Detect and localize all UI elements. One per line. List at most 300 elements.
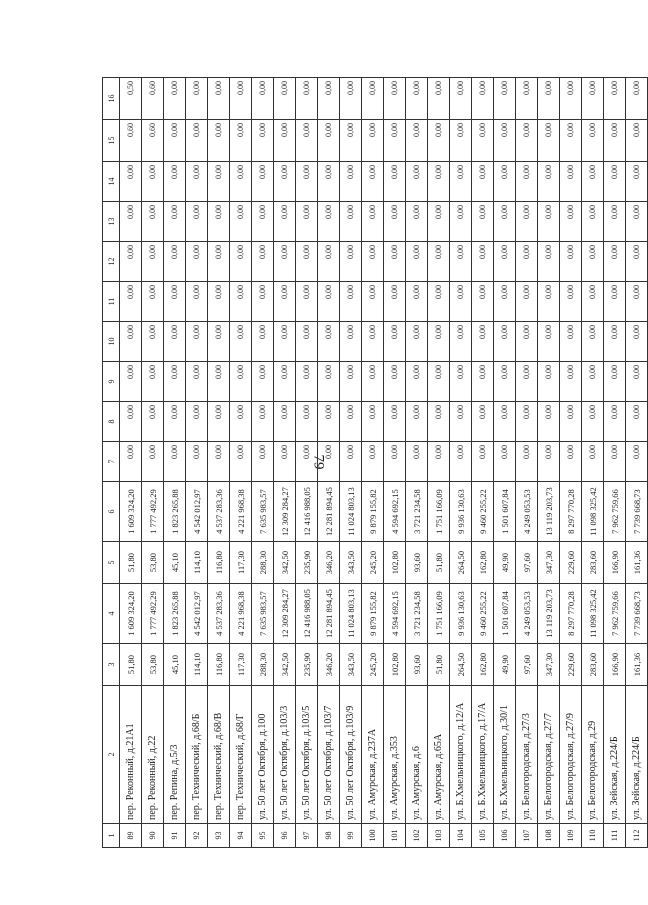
value-cell: 0,00 [274, 282, 296, 322]
value-cell: 0,00 [274, 442, 296, 482]
value-cell: 0,00 [208, 322, 230, 362]
table-row [538, 78, 560, 848]
table-row [516, 78, 538, 848]
value-cell: 0,00 [428, 162, 450, 202]
value-cell: 0,00 [494, 322, 516, 362]
value-cell: 51,80 [428, 542, 450, 584]
value-cell: 0,00 [450, 162, 472, 202]
value-cell: 0,00 [230, 362, 252, 402]
value-cell: 0,00 [120, 442, 142, 482]
value-cell: 0,00 [538, 162, 560, 202]
column-header: 15 [103, 120, 120, 162]
value-cell: 0,00 [428, 402, 450, 442]
row-number: 104 [450, 824, 472, 848]
address-cell: ул. Амурская, д.65А [428, 686, 450, 824]
value-cell: 0,00 [384, 442, 406, 482]
value-cell: 0,00 [252, 322, 274, 362]
value-cell: 0,00 [164, 402, 186, 442]
value-cell: 0,00 [450, 202, 472, 242]
column-header: 12 [103, 242, 120, 282]
row-number: 90 [142, 824, 164, 848]
value-cell: 0,00 [274, 402, 296, 442]
value-cell: 93,60 [406, 644, 428, 686]
value-cell: 0,00 [604, 162, 626, 202]
value-cell: 0,00 [626, 120, 648, 162]
value-cell: 0,00 [142, 202, 164, 242]
address-cell: ул. Б.Хмельницкого, д.12/А [450, 686, 472, 824]
value-cell: 0,00 [560, 242, 582, 282]
value-cell: 0,00 [230, 202, 252, 242]
column-header: 10 [103, 322, 120, 362]
value-cell: 0,00 [626, 162, 648, 202]
value-cell: 0,00 [384, 282, 406, 322]
value-cell: 0,00 [164, 78, 186, 120]
column-header: 1 [103, 824, 120, 848]
table-row [252, 78, 274, 848]
value-cell: 13 119 203,73 [538, 584, 560, 644]
table-row [142, 78, 164, 848]
value-cell: 0,00 [538, 282, 560, 322]
column-header: 14 [103, 162, 120, 202]
value-cell: 93,60 [406, 542, 428, 584]
value-cell: 0,00 [186, 402, 208, 442]
table-row [450, 78, 472, 848]
value-cell: 0,00 [120, 402, 142, 442]
value-cell: 114,10 [186, 644, 208, 686]
table-row [560, 78, 582, 848]
value-cell: 0,00 [230, 242, 252, 282]
value-cell: 0,00 [318, 162, 340, 202]
value-cell: 0,00 [582, 78, 604, 120]
value-cell: 7 739 668,73 [626, 584, 648, 644]
value-cell: 0,00 [560, 442, 582, 482]
value-cell: 13 119 203,73 [538, 482, 560, 542]
value-cell: 0,00 [406, 120, 428, 162]
value-cell: 11 098 325,42 [582, 482, 604, 542]
value-cell: 4 594 692,15 [384, 584, 406, 644]
value-cell: 0,00 [626, 282, 648, 322]
value-cell: 0,00 [516, 362, 538, 402]
table-body [120, 78, 648, 848]
row-number: 111 [604, 824, 626, 848]
value-cell: 0,00 [164, 242, 186, 282]
value-cell: 0,00 [384, 78, 406, 120]
row-number: 103 [428, 824, 450, 848]
column-header: 7 [103, 442, 120, 482]
value-cell: 0,00 [164, 202, 186, 242]
column-header: 13 [103, 202, 120, 242]
value-cell: 0,00 [340, 202, 362, 242]
value-cell: 0,00 [252, 362, 274, 402]
value-cell: 1 823 265,88 [164, 584, 186, 644]
value-cell: 0,00 [230, 322, 252, 362]
value-cell: 235,90 [296, 542, 318, 584]
value-cell: 53,80 [142, 542, 164, 584]
row-number: 112 [626, 824, 648, 848]
value-cell: 116,80 [208, 644, 230, 686]
value-cell: 0,00 [406, 242, 428, 282]
value-cell: 0,00 [340, 322, 362, 362]
address-cell: пер. Технический, д.68/Г [230, 686, 252, 824]
value-cell: 0,00 [406, 282, 428, 322]
value-cell: 1 609 324,20 [120, 584, 142, 644]
row-number: 106 [494, 824, 516, 848]
value-cell: 0,00 [252, 442, 274, 482]
value-cell: 4 221 968,38 [230, 482, 252, 542]
value-cell: 9 879 155,82 [362, 584, 384, 644]
value-cell: 4 542 012,97 [186, 584, 208, 644]
value-cell: 0,00 [626, 322, 648, 362]
value-cell: 0,00 [406, 162, 428, 202]
value-cell: 0,00 [252, 120, 274, 162]
row-number: 98 [318, 824, 340, 848]
value-cell: 0,00 [428, 242, 450, 282]
value-cell: 0,00 [428, 78, 450, 120]
value-cell: 0,00 [296, 162, 318, 202]
value-cell: 0,00 [120, 322, 142, 362]
address-cell: пер. Реконный, д.21А1 [120, 686, 142, 824]
column-header: 4 [103, 584, 120, 644]
value-cell: 0,00 [604, 402, 626, 442]
value-cell: 0,00 [604, 120, 626, 162]
register-table-wrapper [102, 78, 642, 848]
value-cell: 0,00 [296, 442, 318, 482]
address-cell: ул. 50 лет Октября, д.103/7 [318, 686, 340, 824]
value-cell: 288,30 [252, 644, 274, 686]
column-header: 8 [103, 402, 120, 442]
address-cell: ул. Зейская, д.224/Б [626, 686, 648, 824]
value-cell: 0,00 [362, 202, 384, 242]
value-cell: 0,00 [142, 162, 164, 202]
value-cell: 117,30 [230, 542, 252, 584]
value-cell: 264,50 [450, 542, 472, 584]
value-cell: 4 249 053,53 [516, 584, 538, 644]
value-cell: 0,00 [472, 362, 494, 402]
value-cell: 161,36 [626, 644, 648, 686]
value-cell: 0,00 [494, 402, 516, 442]
value-cell: 12 281 894,45 [318, 482, 340, 542]
value-cell: 0,00 [560, 362, 582, 402]
value-cell: 0,00 [208, 78, 230, 120]
value-cell: 229,60 [560, 542, 582, 584]
value-cell: 117,30 [230, 644, 252, 686]
value-cell: 346,20 [318, 542, 340, 584]
value-cell: 7 962 759,66 [604, 584, 626, 644]
value-cell: 0,00 [428, 282, 450, 322]
value-cell: 0,00 [604, 442, 626, 482]
address-cell: пер. Технический, д.68/Б [186, 686, 208, 824]
value-cell: 245,20 [362, 644, 384, 686]
value-cell: 0,00 [428, 202, 450, 242]
value-cell: 0,00 [450, 242, 472, 282]
value-cell: 0,00 [296, 402, 318, 442]
value-cell: 0,00 [252, 282, 274, 322]
value-cell: 0,00 [472, 282, 494, 322]
table-row [604, 78, 626, 848]
address-cell: ул. Белогородская, д.27/3 [516, 686, 538, 824]
value-cell: 235,90 [296, 644, 318, 686]
value-cell: 0,00 [626, 78, 648, 120]
value-cell: 264,50 [450, 644, 472, 686]
table-row [208, 78, 230, 848]
value-cell: 4 594 692,15 [384, 482, 406, 542]
value-cell: 4 542 012,97 [186, 482, 208, 542]
table-row [494, 78, 516, 848]
value-cell: 0,00 [318, 202, 340, 242]
value-cell: 0,00 [340, 442, 362, 482]
value-cell: 347,30 [538, 644, 560, 686]
value-cell: 0,00 [186, 322, 208, 362]
value-cell: 0,00 [164, 282, 186, 322]
value-cell: 0,00 [406, 78, 428, 120]
value-cell: 162,80 [472, 542, 494, 584]
value-cell: 0,00 [340, 402, 362, 442]
value-cell: 0,00 [208, 362, 230, 402]
value-cell: 161,36 [626, 542, 648, 584]
row-number: 102 [406, 824, 428, 848]
row-number: 93 [208, 824, 230, 848]
value-cell: 12 281 894,45 [318, 584, 340, 644]
value-cell: 9 879 155,82 [362, 482, 384, 542]
value-cell: 11 098 325,42 [582, 584, 604, 644]
value-cell: 12 416 988,05 [296, 584, 318, 644]
value-cell: 0,00 [252, 242, 274, 282]
value-cell: 0,00 [428, 362, 450, 402]
value-cell: 1 609 324,20 [120, 482, 142, 542]
value-cell: 0,00 [252, 202, 274, 242]
value-cell: 0,00 [274, 322, 296, 362]
table-row [626, 78, 648, 848]
value-cell: 0,00 [230, 78, 252, 120]
column-header: 3 [103, 644, 120, 686]
value-cell: 0,00 [230, 402, 252, 442]
value-cell: 0,00 [340, 78, 362, 120]
address-cell: ул. Амурская, д.237А [362, 686, 384, 824]
row-number: 95 [252, 824, 274, 848]
value-cell: 49,90 [494, 644, 516, 686]
value-cell: 0,00 [384, 242, 406, 282]
address-cell: ул. Белогородская, д.29 [582, 686, 604, 824]
value-cell: 166,90 [604, 644, 626, 686]
value-cell: 0,00 [604, 242, 626, 282]
value-cell: 0,00 [560, 322, 582, 362]
value-cell: 0,00 [142, 242, 164, 282]
value-cell: 0,00 [318, 442, 340, 482]
value-cell: 0,00 [494, 78, 516, 120]
value-cell: 97,60 [516, 542, 538, 584]
value-cell: 0,00 [274, 202, 296, 242]
value-cell: 0,00 [538, 202, 560, 242]
row-number: 110 [582, 824, 604, 848]
value-cell: 0,00 [472, 78, 494, 120]
value-cell: 45,10 [164, 644, 186, 686]
value-cell: 7 962 759,66 [604, 482, 626, 542]
value-cell: 342,50 [274, 542, 296, 584]
value-cell: 0,00 [362, 282, 384, 322]
value-cell: 0,00 [362, 120, 384, 162]
address-cell: ул. Зейская, д.224/Б [604, 686, 626, 824]
value-cell: 1 751 166,09 [428, 482, 450, 542]
value-cell: 0,00 [120, 162, 142, 202]
value-cell: 1 501 607,84 [494, 584, 516, 644]
value-cell: 0,00 [626, 402, 648, 442]
value-cell: 49,90 [494, 542, 516, 584]
value-cell: 0,00 [252, 162, 274, 202]
value-cell: 4 221 968,38 [230, 584, 252, 644]
table-row [406, 78, 428, 848]
value-cell: 0,00 [318, 78, 340, 120]
value-cell: 0,00 [340, 242, 362, 282]
row-number: 96 [274, 824, 296, 848]
value-cell: 0,00 [164, 162, 186, 202]
value-cell: 0,00 [362, 242, 384, 282]
row-number: 100 [362, 824, 384, 848]
value-cell: 0,00 [626, 442, 648, 482]
value-cell: 0,00 [604, 78, 626, 120]
table-row [582, 78, 604, 848]
value-cell: 0,00 [384, 362, 406, 402]
value-cell: 288,30 [252, 542, 274, 584]
value-cell: 0,00 [494, 242, 516, 282]
value-cell: 0,00 [120, 282, 142, 322]
value-cell: 0,00 [472, 162, 494, 202]
value-cell: 0,00 [516, 78, 538, 120]
value-cell: 8 297 770,28 [560, 482, 582, 542]
value-cell: 12 309 284,27 [274, 482, 296, 542]
value-cell: 7 739 668,73 [626, 482, 648, 542]
value-cell: 0,00 [230, 120, 252, 162]
address-cell: ул. 50 лет Октября, д.100 [252, 686, 274, 824]
value-cell: 0,00 [604, 322, 626, 362]
value-cell: 0,00 [560, 202, 582, 242]
value-cell: 114,10 [186, 542, 208, 584]
row-number: 91 [164, 824, 186, 848]
value-cell: 0,00 [516, 120, 538, 162]
value-cell: 0,00 [494, 282, 516, 322]
value-cell: 0,00 [494, 120, 516, 162]
address-cell: ул. Б.Хмельницкого, д.17/А [472, 686, 494, 824]
value-cell: 0,00 [164, 442, 186, 482]
value-cell: 0,00 [582, 242, 604, 282]
value-cell: 0,00 [626, 242, 648, 282]
value-cell: 0,00 [186, 442, 208, 482]
value-cell: 0,00 [516, 282, 538, 322]
value-cell: 53,80 [142, 644, 164, 686]
value-cell: 0,00 [472, 242, 494, 282]
table-row [230, 78, 252, 848]
table-row [384, 78, 406, 848]
value-cell: 0,00 [186, 282, 208, 322]
value-cell: 0,00 [494, 362, 516, 402]
value-cell: 0,00 [208, 442, 230, 482]
value-cell: 0,00 [230, 282, 252, 322]
value-cell: 0,00 [340, 120, 362, 162]
value-cell: 0,00 [516, 402, 538, 442]
value-cell: 3 721 234,58 [406, 482, 428, 542]
value-cell: 0,00 [538, 362, 560, 402]
value-cell: 0,00 [208, 202, 230, 242]
value-cell: 0,00 [560, 120, 582, 162]
value-cell: 0,00 [296, 78, 318, 120]
table-row [296, 78, 318, 848]
value-cell: 1 777 492,29 [142, 482, 164, 542]
value-cell: 0,00 [164, 120, 186, 162]
row-number: 105 [472, 824, 494, 848]
page-number: 79 [310, 454, 327, 470]
table-row [274, 78, 296, 848]
value-cell: 0,00 [582, 120, 604, 162]
value-cell: 0,00 [208, 242, 230, 282]
value-cell: 0,00 [450, 282, 472, 322]
address-cell: пер. Реконный, д.22 [142, 686, 164, 824]
value-cell: 0,00 [142, 282, 164, 322]
value-cell: 0,00 [362, 78, 384, 120]
address-cell: ул. Белогородская, д.27/7 [538, 686, 560, 824]
value-cell: 0,00 [428, 120, 450, 162]
value-cell: 0,00 [274, 242, 296, 282]
value-cell: 51,80 [428, 644, 450, 686]
value-cell: 9 460 255,22 [472, 482, 494, 542]
value-cell: 0,00 [340, 362, 362, 402]
value-cell: 0,00 [494, 202, 516, 242]
value-cell: 0,00 [538, 322, 560, 362]
value-cell: 283,60 [582, 542, 604, 584]
value-cell: 97,60 [516, 644, 538, 686]
value-cell: 0,00 [494, 162, 516, 202]
column-header: 2 [103, 686, 120, 824]
value-cell: 0,00 [516, 202, 538, 242]
address-cell: ул. 50 лет Октября, д.103/5 [296, 686, 318, 824]
value-cell: 0,00 [142, 362, 164, 402]
value-cell: 343,50 [340, 644, 362, 686]
value-cell: 0,00 [120, 242, 142, 282]
value-cell: 0,00 [252, 402, 274, 442]
value-cell: 0,00 [516, 442, 538, 482]
value-cell: 0,00 [384, 202, 406, 242]
value-cell: 0,00 [538, 442, 560, 482]
value-cell: 0,00 [582, 322, 604, 362]
value-cell: 0,00 [384, 162, 406, 202]
value-cell: 0,00 [318, 282, 340, 322]
address-cell: ул. 50 лет Октября, д.103/3 [274, 686, 296, 824]
value-cell: 0,00 [164, 362, 186, 402]
value-cell: 0,00 [296, 362, 318, 402]
value-cell: 0,00 [450, 362, 472, 402]
value-cell: 0,00 [406, 202, 428, 242]
value-cell: 0,00 [450, 402, 472, 442]
value-cell: 0,00 [406, 442, 428, 482]
value-cell: 0,00 [450, 120, 472, 162]
row-number: 108 [538, 824, 560, 848]
value-cell: 0,00 [230, 442, 252, 482]
value-cell: 0,00 [516, 162, 538, 202]
column-header: 9 [103, 362, 120, 402]
value-cell: 11 024 803,13 [340, 584, 362, 644]
value-cell: 12 309 284,27 [274, 584, 296, 644]
value-cell: 3 721 234,58 [406, 584, 428, 644]
value-cell: 0,00 [626, 362, 648, 402]
value-cell: 245,20 [362, 542, 384, 584]
value-cell: 0,00 [208, 120, 230, 162]
value-cell: 0,00 [362, 402, 384, 442]
value-cell: 11 024 803,13 [340, 482, 362, 542]
value-cell: 0,00 [318, 322, 340, 362]
value-cell: 7 635 983,57 [252, 584, 274, 644]
value-cell: 0,00 [296, 120, 318, 162]
value-cell: 283,60 [582, 644, 604, 686]
table-row [472, 78, 494, 848]
row-number: 97 [296, 824, 318, 848]
